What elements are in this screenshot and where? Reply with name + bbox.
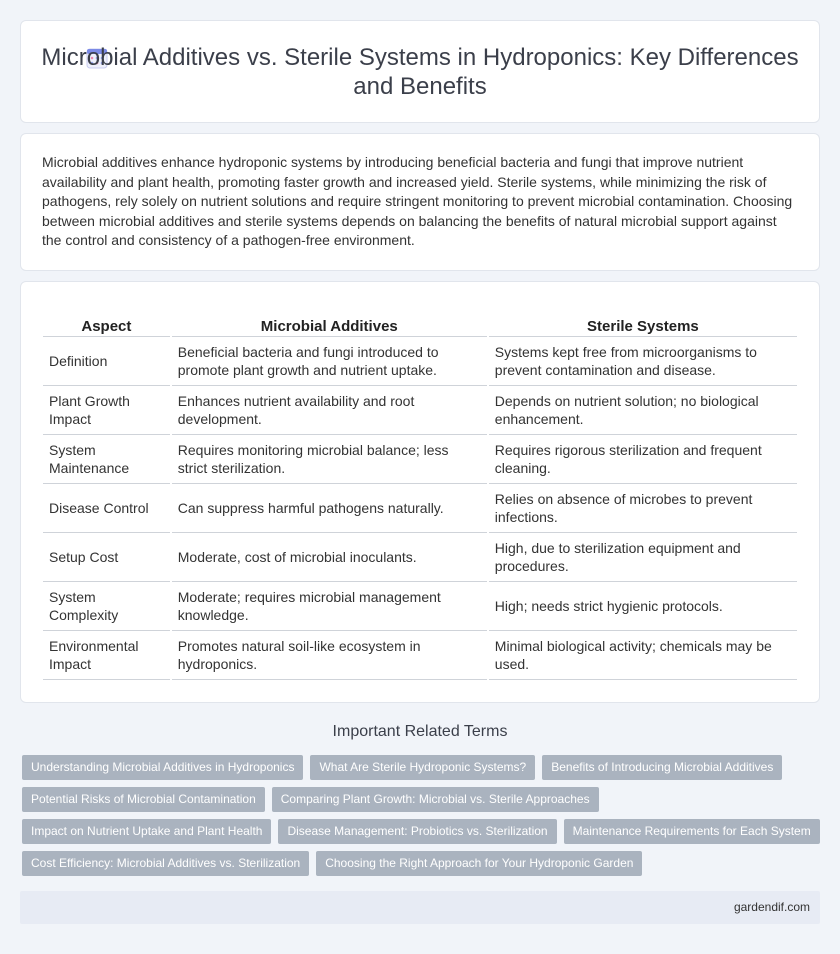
intro-text: Microbial additives enhance hydroponic systems by introducing beneficial bacteria and fungi that improve nutrient availability and plant health, promoting faster growth and increased yield. Sterile systems, while minimizing the risk of pathogens, rely solely on nutrient solutions and require stringent monitoring to prevent microbial contamination. Choosing between microbial additives and sterile systems depends on balancing the benefits of natural microbial support against the control and consistency of a pathogen-free environment. xyxy=(42,154,793,249)
table-cell: High; needs strict hygienic protocols. xyxy=(489,582,797,631)
comparison-card xyxy=(20,281,820,703)
table-cell: Relies on absence of microbes to prevent infections. xyxy=(489,484,797,533)
comparison-table xyxy=(41,315,799,680)
column-header: Microbial Additives xyxy=(172,315,487,337)
related-term-tag[interactable]: What Are Sterile Hydroponic Systems? xyxy=(310,755,535,780)
table-cell: Disease Control xyxy=(43,484,170,533)
table-row xyxy=(43,631,797,680)
table-cell: Moderate, cost of microbial inoculants. xyxy=(172,533,487,582)
related-term-tag[interactable]: Maintenance Requirements for Each System xyxy=(564,819,820,844)
table-cell: Setup Cost xyxy=(43,533,170,582)
table-cell: Can suppress harmful pathogens naturally. xyxy=(172,484,487,533)
related-terms-heading: Important Related Terms xyxy=(332,723,508,740)
related-term-tag[interactable]: Comparing Plant Growth: Microbial vs. Sterile Approaches xyxy=(272,787,599,812)
table-row xyxy=(43,386,797,435)
intro-card xyxy=(20,133,820,271)
footer xyxy=(20,891,820,924)
table-cell: Systems kept free from microorganisms to prevent contamination and disease. xyxy=(489,337,797,386)
table-cell: System Complexity xyxy=(43,582,170,631)
table-cell: Moderate; requires microbial management knowledge. xyxy=(172,582,487,631)
table-cell: Enhances nutrient availability and root development. xyxy=(172,386,487,435)
header-card xyxy=(20,20,820,123)
table-header-row xyxy=(43,315,797,337)
table-row xyxy=(43,533,797,582)
table-cell: Definition xyxy=(43,337,170,386)
table-row xyxy=(43,337,797,386)
footer-site-link[interactable]: gardendif.com xyxy=(733,900,810,914)
table-cell: System Maintenance xyxy=(43,435,170,484)
table-row xyxy=(43,435,797,484)
column-header: Sterile Systems xyxy=(489,315,797,337)
table-cell: Beneficial bacteria and fungi introduced to promote plant growth and nutrient uptake. xyxy=(172,337,487,386)
table-cell: High, due to sterilization equipment and procedures. xyxy=(489,533,797,582)
table-cell: Plant Growth Impact xyxy=(43,386,170,435)
page-title: Microbial Additives vs. Sterile Systems in Hydroponics: Key Differences and Benefits xyxy=(41,44,799,100)
table-cell: Requires monitoring microbial balance; less strict sterilization. xyxy=(172,435,487,484)
table-cell: Environmental Impact xyxy=(43,631,170,680)
related-term-tag[interactable]: Cost Efficiency: Microbial Additives vs. Sterilization xyxy=(22,851,309,876)
column-header: Aspect xyxy=(43,315,170,337)
related-term-tag[interactable]: Impact on Nutrient Uptake and Plant Health xyxy=(22,819,271,844)
table-cell: Minimal biological activity; chemicals may be used. xyxy=(489,631,797,680)
related-term-tag[interactable]: Benefits of Introducing Microbial Additives xyxy=(542,755,782,780)
related-term-tag[interactable]: Disease Management: Probiotics vs. Sterilization xyxy=(278,819,556,844)
related-term-tag[interactable]: Potential Risks of Microbial Contamination xyxy=(22,787,265,812)
table-cell: Requires rigorous sterilization and frequent cleaning. xyxy=(489,435,797,484)
related-term-tag[interactable]: Understanding Microbial Additives in Hydroponics xyxy=(22,755,303,780)
table-cell: Promotes natural soil-like ecosystem in hydroponics. xyxy=(172,631,487,680)
table-row xyxy=(43,582,797,631)
related-terms-list xyxy=(22,755,822,883)
table-row xyxy=(43,484,797,533)
related-term-tag[interactable]: Choosing the Right Approach for Your Hydroponic Garden xyxy=(316,851,642,876)
table-cell: Depends on nutrient solution; no biological enhancement. xyxy=(489,386,797,435)
